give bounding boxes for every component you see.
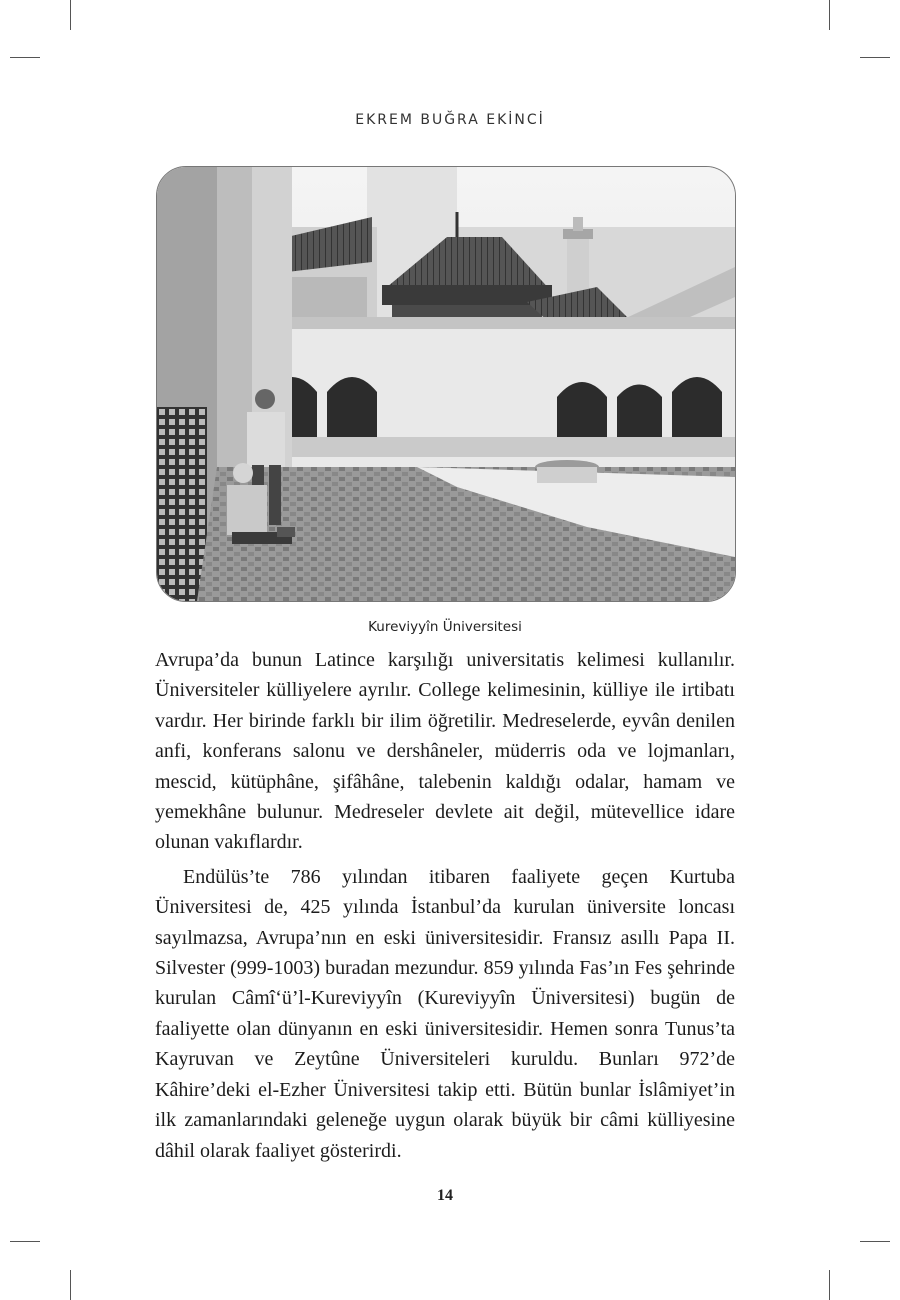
crop-mark-right-bottom <box>860 1241 890 1242</box>
paragraph-1: Avrupa’da bunun Latince karşılığı universitatis kelimesi kullanılır. Üniversiteler külliyelere ayrılır. College kelimesinin, külliye ile irtibatı vardır. Her birinde farklı bir ilim öğretilir. Medreselerde, eyvân denilen anfi, konferans salonu ve dershâneler, müderris oda ve lojmanları, mescid, kütüphâne, şifâhâne, talebenin kaldığı odalar, hamam ve yemekhâne bulunur. Medreseler devlete ait değil, mütevellice idare olunan vakıflardır. <box>155 649 735 854</box>
crop-mark-left-top <box>10 57 40 58</box>
crop-mark-top-right <box>829 0 830 30</box>
body-text <box>155 645 735 1166</box>
running-head: EKREM BUĞRA EKİNCİ <box>355 112 545 128</box>
crop-mark-bottom-right <box>829 1270 830 1300</box>
crop-mark-right-top <box>860 57 890 58</box>
paragraph-2: Endülüs’te 786 yılından itibaren faaliyete geçen Kurtuba Üniversitesi de, 425 yılında İstanbul’da kurulan üniversite loncası sayılmazsa, Avrupa’nın en eski üniversitesidir. Fransız asıllı Papa II. Silvester (999-1003) buradan mezundur. 859 yılında Fas’ın Fes şehrinde kurulan Câmî‘ü’l-Kureviyyîn (Kureviyyîn Üniversitesi) bugün de faaliyette olan dünyanın en eski üniversitesidir. Hemen sonra Tunus’ta Kayruvan ve Zeytûne Üniversiteleri kuruldu. Bunları 972’de Kâhire’deki el-Ezher Üniversitesi takip etti. Bütün bunlar İslâmiyet’in ilk zamanlarındaki geleneğe uygun olarak büyük bir câmi külliyesine dâhil olarak faaliyet gösterirdi. <box>155 865 735 1162</box>
courtyard-photo <box>156 166 736 602</box>
crop-mark-top-left <box>70 0 71 30</box>
page-number: 14 <box>437 1187 453 1204</box>
crop-mark-bottom-left <box>70 1270 71 1300</box>
figure-caption: Kureviyyîn Üniversitesi <box>368 619 522 635</box>
crop-mark-left-bottom <box>10 1241 40 1242</box>
